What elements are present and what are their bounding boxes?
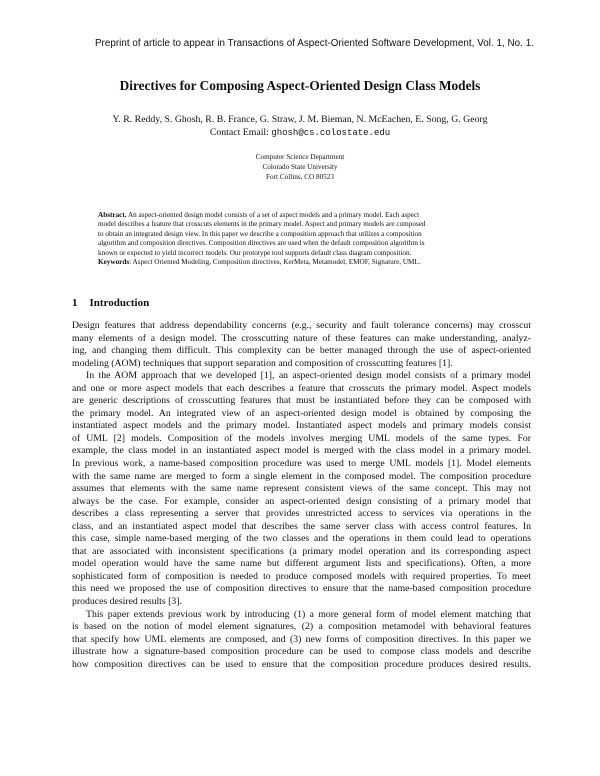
- body-line: ing, and changing them difficult. This complexity can be better managed through the use of aspect-oriented: [72, 345, 531, 357]
- abstract-line: to obtain an integrated design view. In this paper we describe a composition approach that utilizes a composition: [98, 229, 422, 238]
- abstract-text: An aspect-oriented design model consists of a set of aspect models and a primary model. Each aspect: [127, 211, 420, 219]
- body-line: describes a class representing a server that provides unrestricted access to services via operations in the: [72, 508, 531, 520]
- body-line: In the AOM approach that we developed [1], an aspect-oriented design model consists of a primary model: [86, 370, 531, 382]
- body-line: how composition directives can be used to ensure that the composition procedure produces desired results.: [72, 658, 531, 670]
- body-line: and one or more aspect models that each describes a feature that crosscuts the primary model. Aspect models: [72, 382, 531, 394]
- abstract-line: known or expected to yield incorrect models. Our prototype tool supports default class diagram composition.: [98, 248, 412, 257]
- abstract-label: Abstract.: [98, 211, 127, 219]
- body-line: Design features that address dependability concerns (e.g., security and fault tolerance concerns) may crosscut: [72, 320, 531, 331]
- contact-email: ghosh@cs.colostate.edu: [271, 128, 391, 138]
- keywords-line: [98, 258, 503, 267]
- preprint-notice: Preprint of article to appear in Transactions of Aspect-Oriented Software Development, Vol. 1, No. 1.: [94, 38, 534, 49]
- body-line: sophisticated form of composition is needed to produce composed models with required properties. To meet: [72, 570, 531, 582]
- section-number: 1: [72, 297, 78, 309]
- body-line: the primary model. An integrated view of an aspect-oriented design model is obtained by composing the: [72, 407, 531, 419]
- author-list: Y. R. Reddy, S. Ghosh, R. B. France, G. Straw, J. M. Bieman, N. McEachen, E. Song, G. Georg: [112, 114, 488, 125]
- body-line: many elements of a design model. The crosscutting nature of these features can make understanding, analyz-: [72, 332, 531, 344]
- affiliation-university: Colorado State University: [262, 163, 338, 171]
- body-line: are generic descriptions of crosscutting features that must be instantiated before they can be composed with: [72, 395, 531, 407]
- body-line: this case, simple name-based merging of the two classes and the operations in them could lead to operations: [72, 533, 531, 545]
- body-line: instantiated aspect models and the primary model. Instantiated aspect models and primary models consist: [72, 420, 531, 432]
- body-line: that are associated with inconsistent specifications (a primary model operation and its corresponding aspect: [72, 545, 531, 557]
- body-line: with the same name are merged to form a single element in the composed model. The composition procedure: [72, 470, 531, 482]
- body-line: assumes that elements with the same name represent consistent views of the same concept. This may not: [72, 483, 531, 495]
- abstract-line: [98, 211, 503, 220]
- body-line: class, and an instantiated aspect model that describes the same server class with access control features. In: [72, 520, 531, 532]
- body-line: produces desired results [3].: [72, 596, 182, 608]
- abstract-line: algorithm and composition directives. Composition directives are used when the default composition algorithm is: [98, 239, 425, 248]
- body-line: this need we proposed the use of composition directives to ensure that the name-based composition procedure: [72, 583, 531, 595]
- body-text: [72, 320, 531, 671]
- body-line: of UML [2] models. Composition of the models involves merging UML models of the same types. For: [72, 432, 531, 444]
- section-heading: [72, 297, 149, 309]
- contact-email-line: [0, 127, 600, 138]
- paper-title: Directives for Composing Aspect-Oriented Design Class Models: [119, 78, 481, 93]
- abstract-line: model describes a feature that crosscuts elements in the primary model. Aspect and primary models are composed: [98, 220, 426, 229]
- body-line: always be the case. For example, consider an aspect-oriented design consisting of a primary model that: [72, 495, 531, 507]
- contact-label: Contact Email:: [209, 127, 269, 138]
- body-line: example, the class model in an instantiated aspect model is merged with the class model in a primary model.: [72, 445, 531, 457]
- body-line: model operation would have the same name but different argument lists and specifications). Often, a more: [72, 558, 531, 570]
- affiliation: [0, 152, 600, 182]
- abstract-block: [98, 211, 503, 267]
- affiliation-city: Fort Collins, CO 80523: [266, 173, 334, 181]
- body-line: This paper extends previous work by introducing (1) a more general form of model element matching that: [86, 608, 531, 620]
- affiliation-department: Computer Science Department: [255, 153, 345, 161]
- keywords-text: : Aspect Oriented Modeling, Composition directives, KerMeta, Metamodel, EMOF, Signature, UML.: [129, 257, 421, 266]
- body-line: that specify how UML elements are composed, and (3) new forms of composition directives. In this paper we: [72, 633, 531, 645]
- body-line: modeling (AOM) techniques that support separation and composition of crosscutting features [1].: [72, 357, 453, 369]
- keywords-label: Keywords: [98, 257, 130, 266]
- body-line: illustrate how a signature-based composition procedure can be used to compose class models and describe: [72, 646, 531, 658]
- section-title: Introduction: [89, 297, 150, 309]
- body-line: In previous work, a name-based composition procedure was used to merge UML models [1]. Model elements: [72, 458, 531, 470]
- body-line: is based on the notion of model element signatures, (2) a composition metamodel with behavioral features: [72, 621, 531, 633]
